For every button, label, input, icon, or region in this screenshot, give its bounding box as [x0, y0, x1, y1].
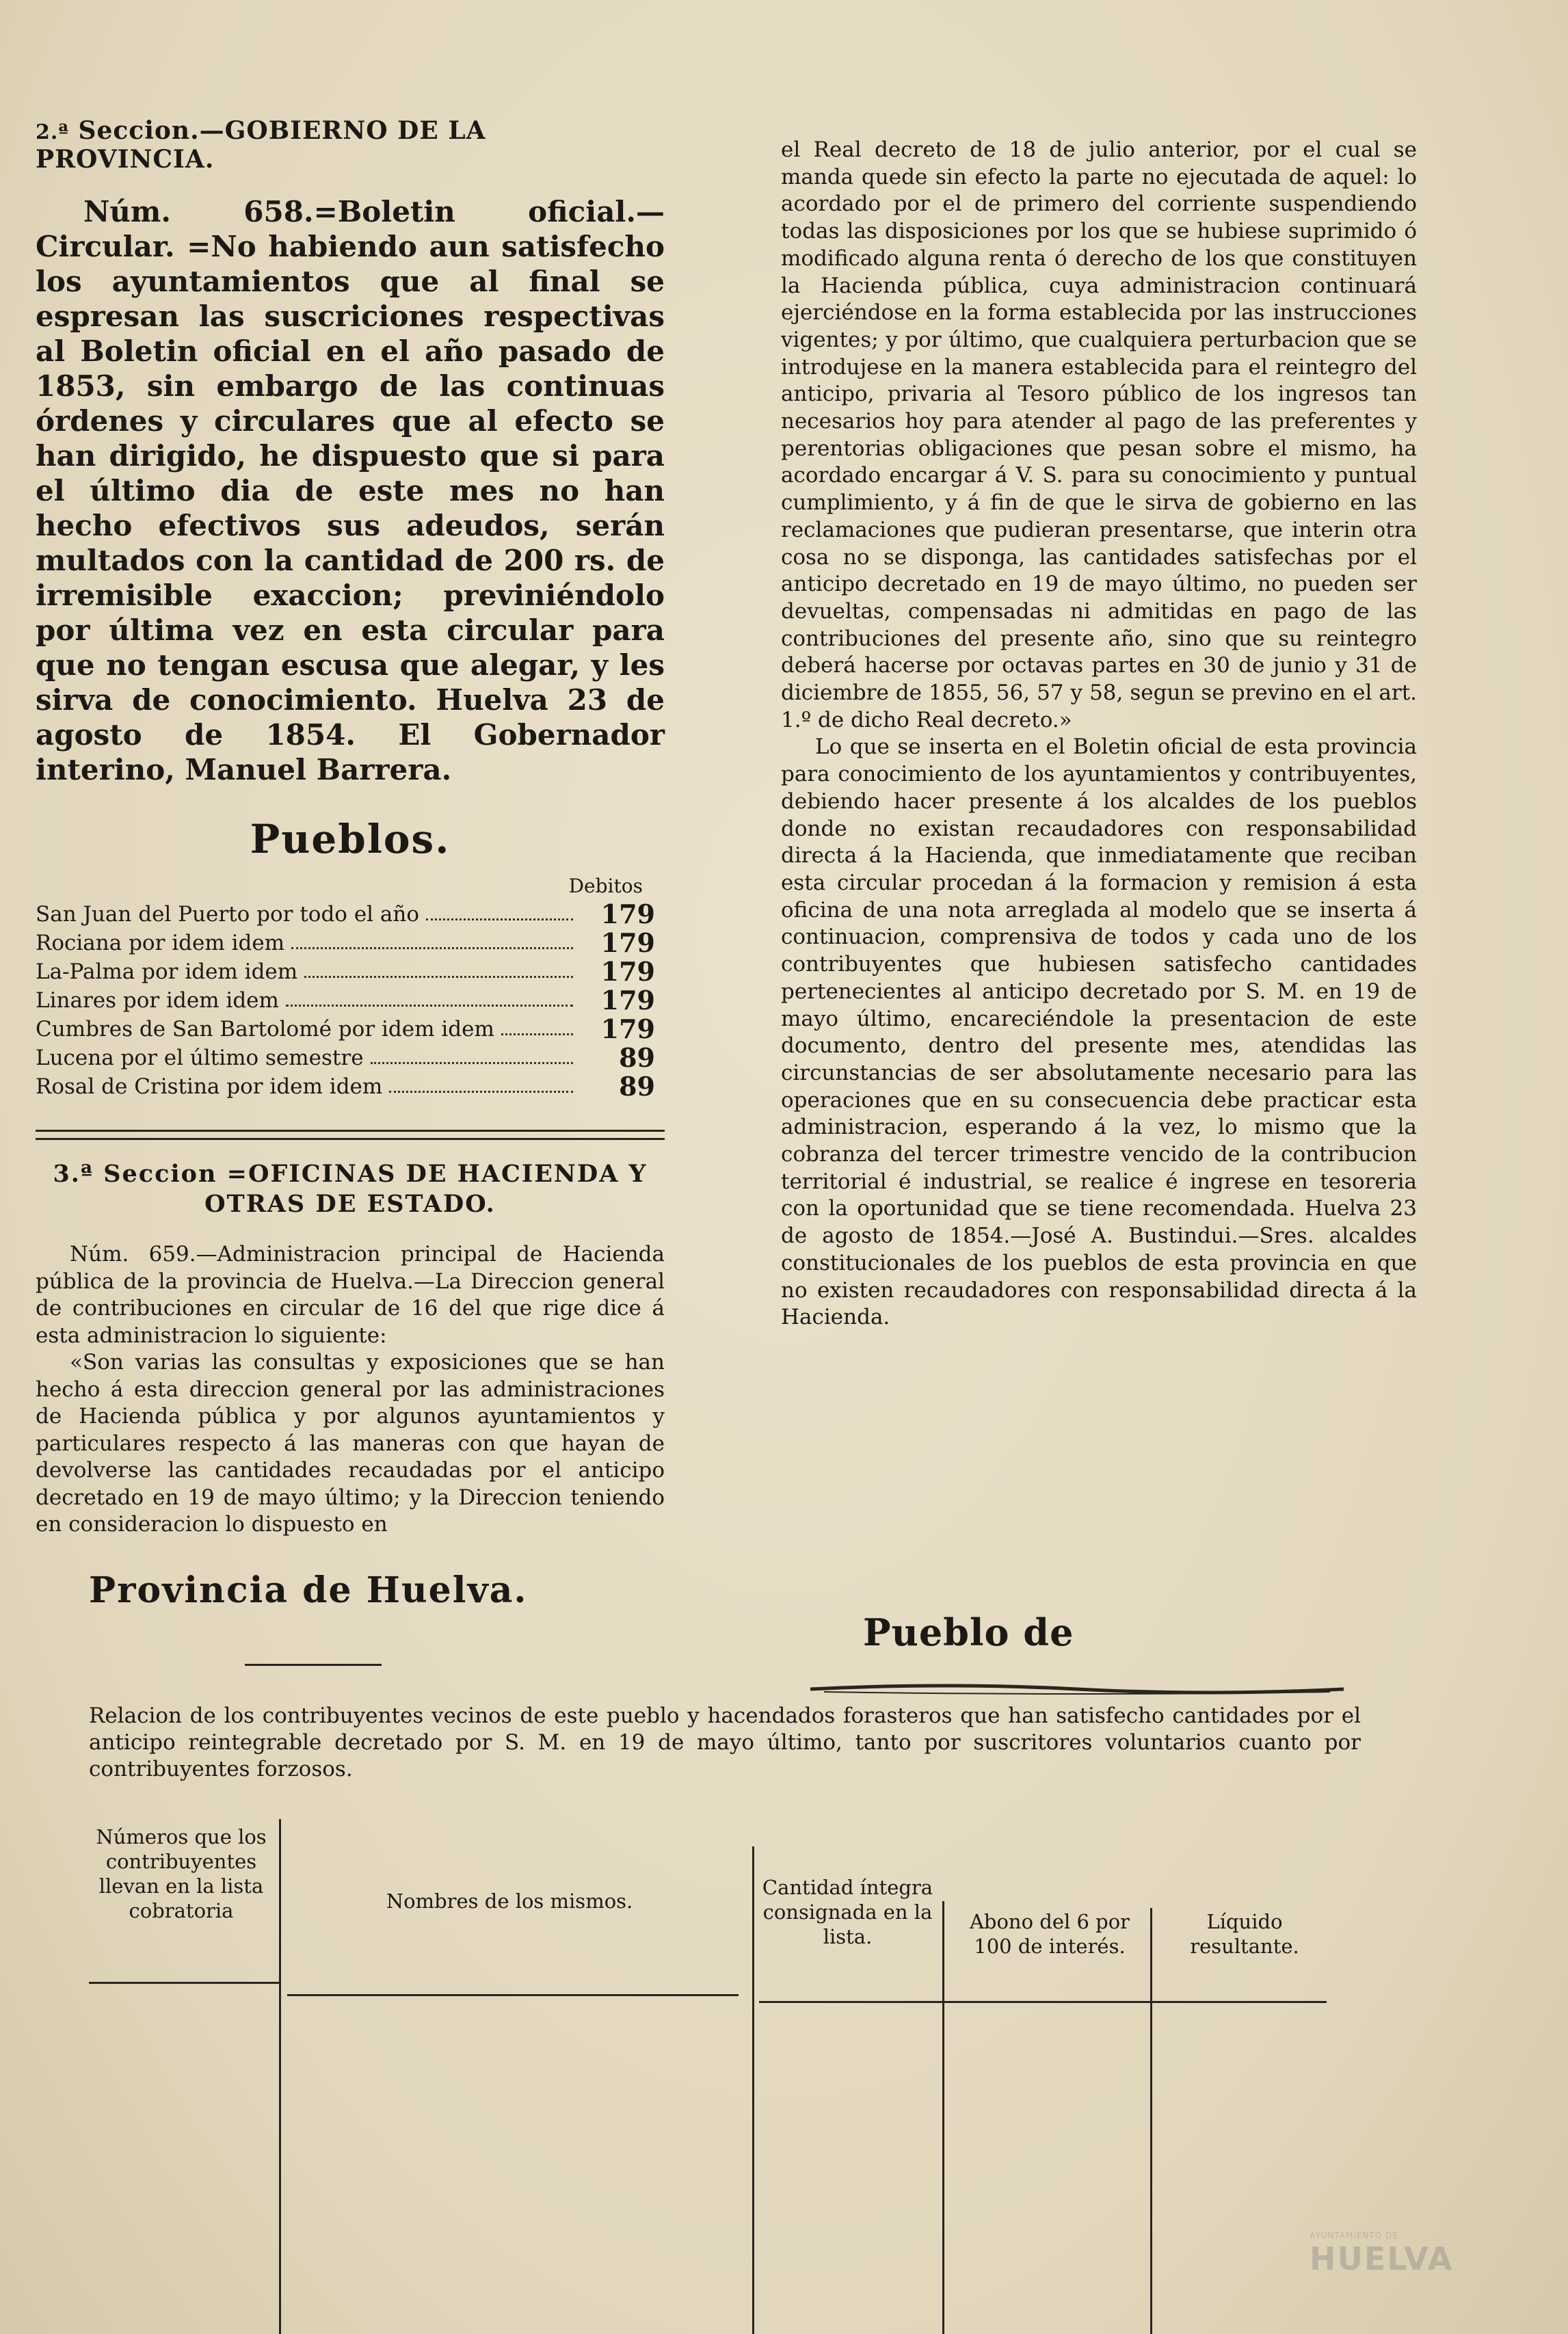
column-header-nombres: Nombres de los mismos. [386, 1889, 633, 1913]
debtor-amount: 179 [600, 927, 655, 958]
section-2-title: Seccion.—GOBIERNO DE LA PROVINCIA. [36, 116, 486, 174]
huelva-watermark-seal [1310, 2231, 1515, 2306]
table-header-rule [287, 1994, 739, 1996]
debtor-name: Rociana por idem idem [36, 931, 285, 955]
debtor-name: Cumbres de San Bartolomé por idem idem [36, 1017, 494, 1042]
table-header-rule [89, 1982, 280, 1984]
debtor-name: La-Palma por idem idem [36, 959, 298, 984]
column-header-numeros: Números que los contribuyentes llevan en la lista cobratoria [96, 1825, 267, 1922]
column-header-abono: Abono del 6 por 100 de interés. [969, 1910, 1130, 1958]
relacion-text: Relacion de los contribuyentes vecinos de este pueblo y hacendados forasteros que han satisfecho cantidades por el anticipo reintegrable decretado por S. M. en 19 de mayo último, tanto por suscritores voluntarios cuanto por contribuyentes forzosos. [89, 1703, 1361, 1781]
right-column [781, 137, 1417, 1331]
debitos-label: Debitos [568, 875, 643, 897]
debtor-amount: 179 [600, 985, 655, 1016]
column-header-liquido: Líquido resultante. [1190, 1910, 1299, 1958]
seal-subtitle: AYUNTAMIENTO DE [1310, 2231, 1398, 2240]
debtor-row [36, 1044, 665, 1072]
table-header-rule [759, 2001, 1327, 2003]
paragraph-659: Núm. 659.—Administracion principal de Hacienda pública de la provincia de Huelva.—La Direccion general de contribuciones en circular de 16 del que rige dice á esta administracion lo siguiente: [36, 1242, 665, 1348]
debtor-row [36, 1015, 665, 1044]
paragraph-659-quote: «Son varias las consultas y exposiciones que se han hecho á esta direccion general por las administraciones de Hacienda pública y por algunos ayuntamientos y particulares respecto á las maneras con que hayan de devolverse las cantidades recaudadas por el anticipo decretado en 19 de mayo último; y la Direccion teniendo en consideracion lo dispuesto en [36, 1350, 665, 1537]
provincia-rule [245, 1664, 382, 1666]
decree-658: Núm. 658.=Boletin oficial.—Circular. =No habiendo aun satisfecho los ayuntamientos que al final se espresan las suscriciones respectivas al Boletin oficial en el año pasado de 1853, sin embargo de las continuas órdenes y circulares que al efecto se han dirigido, he dispuesto que si para el último dia de este mes no han hecho efectivos sus adeudos, serán multados con la cantidad de 200 rs. de irremisible exaccion; previniéndolo por última vez en esta circular para que no tengan escusa que alegar, y les sirva de conocimiento. Huelva 23 de agosto de 1854. El Gobernador interino, Manuel Barrera. [36, 195, 665, 786]
right-paragraph-2: Lo que se inserta en el Boletin oficial de esta provincia para conocimiento de los ayuntamientos y contribuyentes, debiendo hacer presente á los alcaldes de los pueblos donde no existan recaudadores con responsabilidad directa á la Hacienda, que inmediatamente que reciban esta circular procedan á la formacion y remision á esta oficina de una nota arreglada al modelo que se inserta á continuacion, comprensiva de todos y cada uno de los contribuyentes que hubiesen satisfecho cantidades pertenecientes al anticipo decretado por S. M. en 19 de mayo último, encareciéndole la presentacion de este documento, dentro del presente mes, atendidas las circunstancias de ser absolutamente necesario para las operaciones que en su consecuencia debe practicar esta administracion, esperando á la vez, lo mismo que la cobranza del tercer trimestre vencido de la contribucion territorial é industrial, se realice é ingrese en tesoreria con la oportunidad que se tiene recomendada. Huelva 23 de agosto de 1854.—José A. Bustindui.—Sres. alcaldes constitucionales de los pueblos de esta provincia en que no existen recaudadores con responsabilidad directa á la Hacienda. [781, 734, 1417, 1330]
debtor-row [36, 957, 665, 986]
debtor-amount: 179 [600, 1013, 655, 1044]
debtor-amount: 179 [600, 899, 655, 929]
pueblo-de-label: Pueblo de [863, 1610, 1074, 1654]
debtor-row [36, 1072, 665, 1101]
debtor-name: San Juan del Puerto por todo el año [36, 902, 420, 927]
section-3-line-1: 3.ª Seccion =OFICINAS DE HACIENDA Y [53, 1160, 648, 1188]
section-2-heading [36, 116, 665, 174]
column-header-cantidad: Cantidad íntegra consignada en la lista. [762, 1876, 933, 1948]
table-column-rule [279, 1819, 281, 2334]
debtor-amount: 179 [600, 956, 655, 987]
debtors-list [36, 875, 665, 1101]
seal-text: HUELVA [1310, 2240, 1454, 2277]
table-column-rule [752, 1846, 754, 2334]
debtor-name: Linares por idem idem [36, 988, 279, 1013]
provincia-title: Provincia de Huelva. [89, 1569, 528, 1611]
debtor-row [36, 929, 665, 957]
debtor-name: Lucena por el último semestre [36, 1046, 364, 1070]
table-column-rule [942, 1901, 944, 2334]
pueblos-title: Pueblos. [250, 816, 451, 862]
right-paragraph-1: el Real decreto de 18 de julio anterior, por el cual se manda quede sin efecto la parte no ejecutada de aquel: lo acordado por el de primero del corriente suspendiendo todas las disposiciones por los que se hubiese suprimido ó modificado alguna renta ó derecho de los que constituyen la Hacienda pública, cuya administracion continuará ejerciéndose en la forma establecida por las instrucciones vigentes; y por último, que cualquiera perturbacion que se introdujese en la manera establecida para el reintegro del anticipo, privaria al Tesoro público de los ingresos tan necesarios hoy para atender al pago de las preferentes y perentorias obligaciones que pesan sobre el mismo, ha acordado encargar á V. S. para su conocimiento y puntual cumplimiento, y á fin de que le sirva de gobierno en las reclamaciones que pudieran presentarse, que interin otra cosa no se disponga, las cantidades satisfechas por el anticipo decretado en 19 de mayo último, no pueden ser devueltas, compensadas ni admitidas en pago de las contribuciones del presente año, sino que su reintegro deberá hacerse por octavas partes en 30 de junio y 31 de diciembre de 1855, 56, 57 y 58, segun se previno en el art. 1.º de dicho Real decreto.» [781, 137, 1417, 732]
section-2-number: 2.ª [36, 120, 69, 144]
section-3-heading [36, 1159, 665, 1219]
debtor-row [36, 900, 665, 929]
debtor-name: Rosal de Cristina por idem idem [36, 1074, 383, 1099]
section-divider [36, 1130, 665, 1140]
swash-rule [810, 1681, 1344, 1697]
debtor-amount: 89 [619, 1042, 655, 1073]
debtor-amount: 89 [619, 1071, 655, 1102]
debtor-row [36, 986, 665, 1015]
section-3-line-2: OTRAS DE ESTADO. [204, 1190, 496, 1218]
left-column [36, 116, 665, 1539]
table-column-rule [1150, 1908, 1152, 2334]
